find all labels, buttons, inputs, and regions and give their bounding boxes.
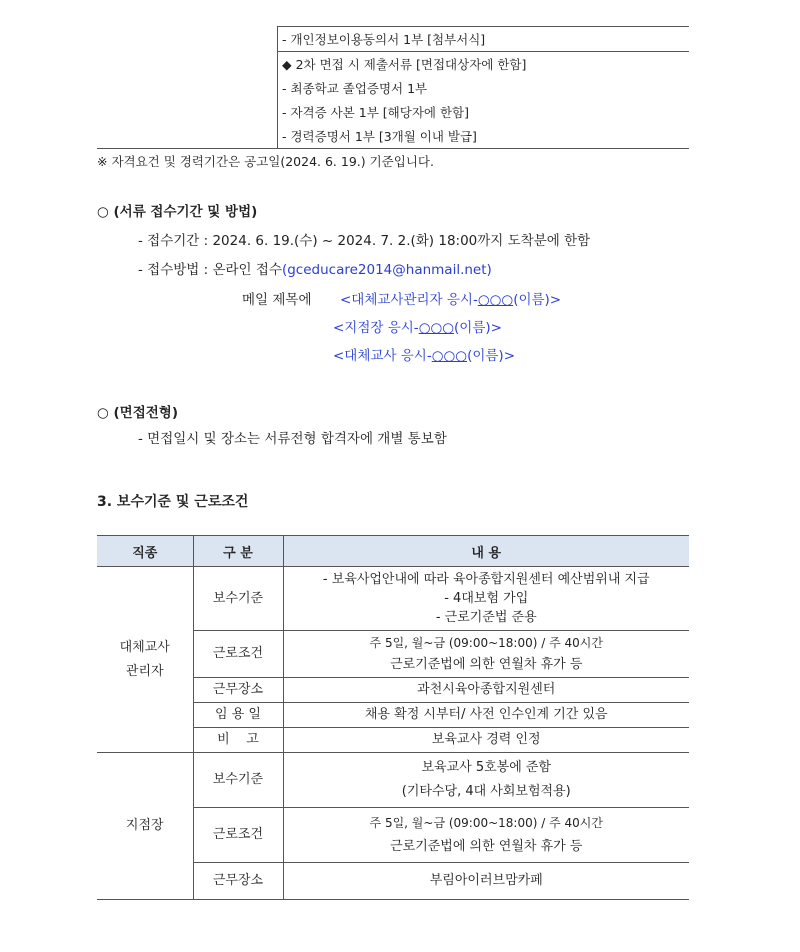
category-cell: 비 고: [193, 728, 283, 753]
content-cell: 과천시육아종합지원센터: [283, 678, 689, 703]
table-row: [97, 753, 689, 808]
mail-subject-1: <대체교사관리자 응시-○○○(이름)>: [340, 292, 562, 308]
category-cell: 보수기준: [193, 753, 283, 808]
document-item: - 최종학교 졸업증명서 1부: [278, 76, 690, 100]
category-cell: 근로조건: [193, 808, 283, 863]
category-cell: 근무장소: [193, 863, 283, 900]
interview-heading: ○ (면접전형): [97, 405, 178, 421]
document-item: ◆ 2차 면접 시 제출서류 [면접대상자에 한함]: [278, 52, 690, 77]
category-cell: 근로조건: [193, 631, 283, 678]
criteria-note: ※ 자격요건 및 경력기간은 공고일(2024. 6. 19.) 기준입니다.: [97, 154, 434, 169]
header-job: 직종: [97, 536, 193, 567]
job-cell: 지점장: [97, 753, 193, 900]
content-cell: 부림아이러브맘카페: [283, 863, 689, 900]
salary-conditions-table: [97, 535, 689, 900]
job-cell: 대체교사 관리자: [97, 567, 193, 753]
category-cell: 보수기준: [193, 567, 283, 631]
content-cell: 채용 확정 시부터/ 사전 인수인계 기간 있음: [283, 703, 689, 728]
interview-text: - 면접일시 및 장소는 서류전형 합격자에 개별 통보함: [138, 431, 447, 447]
section3-title: 3. 보수기준 및 근로조건: [97, 494, 249, 510]
header-category: 구 분: [193, 536, 283, 567]
document-item: - 개인정보이용동의서 1부 [첨부서식]: [278, 27, 690, 52]
application-heading: ○ (서류 접수기간 및 방법): [97, 204, 258, 220]
document-item: - 경력증명서 1부 [3개월 이내 발급]: [278, 124, 690, 149]
documents-label-cell: [97, 27, 278, 149]
mail-subject-2: <지점장 응시-○○○(이름)>: [333, 320, 502, 336]
content-cell: - 보육사업안내에 따라 육아종합지원센터 예산범위내 지급 - 4대보험 가입 - 근로기준법 준용: [283, 567, 689, 631]
content-cell: 주 5일, 월~금 (09:00~18:00) / 주 40시간 근로기준법에 의한 연월차 휴가 등: [283, 631, 689, 678]
email-link[interactable]: (gceducare2014@hanmail.net): [281, 262, 492, 278]
application-method-label: - 접수방법 : 온라인 접수: [138, 262, 282, 278]
content-cell: 보육교사 경력 인정: [283, 728, 689, 753]
mail-subject-3: <대체교사 응시-○○○(이름)>: [333, 348, 516, 364]
documents-table: [97, 26, 689, 149]
category-cell: 임 용 일: [193, 703, 283, 728]
application-period: - 접수기간 : 2024. 6. 19.(수) ~ 2024. 7. 2.(화) 18:00까지 도착분에 한함: [138, 233, 591, 249]
document-item: - 자격증 사본 1부 [해당자에 한함]: [278, 100, 690, 124]
application-method: [138, 258, 492, 278]
table-header-row: [97, 536, 689, 567]
table-row: [97, 567, 689, 631]
content-cell: 보육교사 5호봉에 준함 (기타수당, 4대 사회보험적용): [283, 753, 689, 808]
category-cell: 근무장소: [193, 678, 283, 703]
header-content: 내 용: [283, 536, 689, 567]
mail-subject-label: 메일 제목에: [242, 292, 312, 308]
content-cell: 주 5일, 월~금 (09:00~18:00) / 주 40시간 근로기준법에 의한 연월차 휴가 등: [283, 808, 689, 863]
